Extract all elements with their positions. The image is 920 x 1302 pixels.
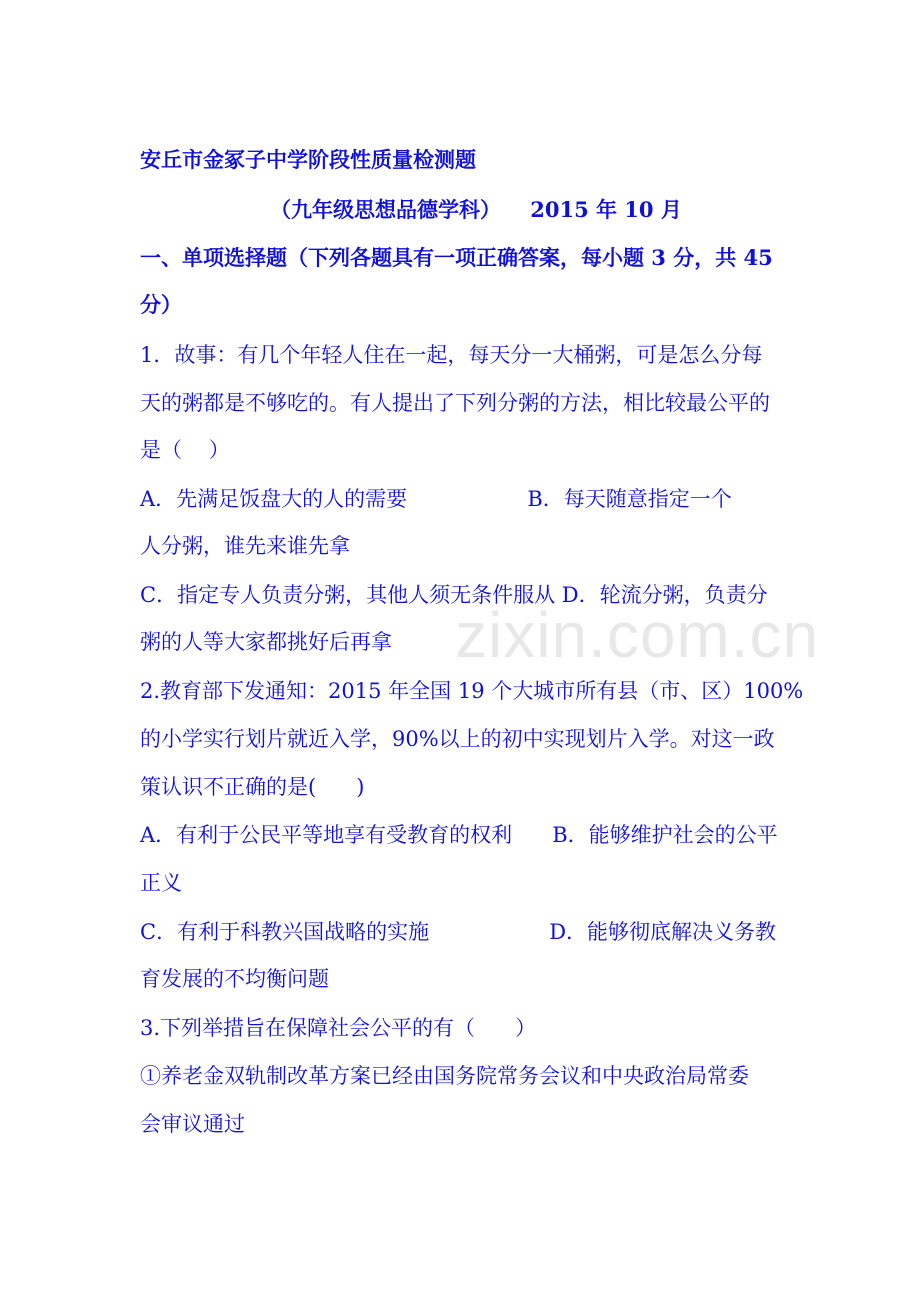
q2-line-1: 2.教育部下发通知：2015 年全国 19 个大城市所有县（市、区）100%	[140, 679, 804, 703]
q1-option-cd: C．指定专人负责分粥，其他人须无条件服从 D．轮流分粥，负责分	[140, 583, 768, 607]
q3-line-3: 会审议通过	[140, 1112, 245, 1136]
section-heading: 一、单项选择题（下列各题具有一项正确答案，每小题 3 分，共 45	[140, 245, 773, 270]
q1-line-1: 1．故事：有几个年轻人住在一起，每天分一大桶粥，可是怎么分每	[140, 343, 763, 367]
q2-option-d-cont: 育发展的不均衡问题	[140, 967, 329, 991]
q2-option-cd: C．有利于科教兴国战略的实施 D．能够彻底解决义务教	[140, 920, 777, 944]
section-heading-cont: 分）	[140, 292, 182, 317]
q3-line-1: 3.下列举措旨在保障社会公平的有（ ）	[140, 1016, 537, 1040]
q1-line-3: 是（ ）	[140, 438, 230, 462]
document-subtitle: （九年级思想品德学科） 2015 年 10 月	[270, 197, 682, 222]
q1-line-2: 天的粥都是不够吃的。有人提出了下列分粥的方法，相比较最公平的	[140, 391, 770, 415]
q2-option-ab: A．有利于公民平等地享有受教育的权利 B．能够维护社会的公平	[140, 823, 778, 847]
q2-line-2: 的小学实行划片就近入学，90%以上的初中实现划片入学。对这一政	[140, 727, 775, 751]
q1-option-ab: A．先满足饭盘大的人的需要 B．每天随意指定一个	[140, 487, 732, 511]
q1-option-b-cont: 人分粥，谁先来谁先拿	[140, 534, 350, 558]
q1-option-d-cont: 粥的人等大家都挑好后再拿	[140, 630, 392, 654]
q3-line-2: ①养老金双轨制改革方案已经由国务院常务会议和中央政治局常委	[140, 1064, 749, 1088]
watermark: zixin.com.cn	[455, 599, 820, 671]
q2-option-b-cont: 正义	[140, 871, 182, 895]
q2-line-3: 策认识不正确的是( )	[140, 775, 365, 799]
document-title: 安丘市金冢子中学阶段性质量检测题	[140, 147, 476, 172]
